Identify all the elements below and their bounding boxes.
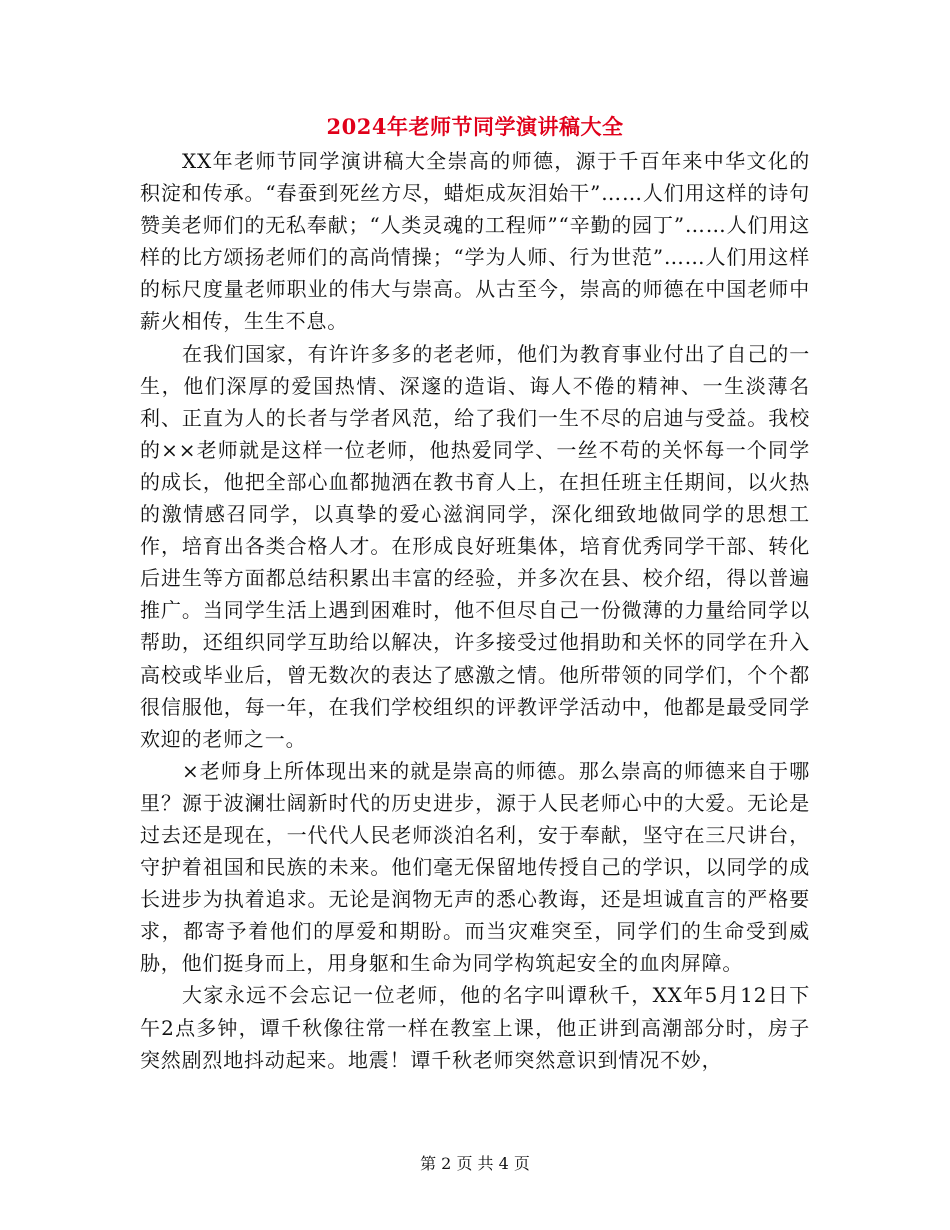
paragraph-3: ×老师身上所体现出来的就是崇高的师德。那么崇高的师德来自于哪里？源于波澜壮阔新时代的历史进步，源于人民老师心中的大爱。无论是过去还是现在，一代代人民老师淡泊名利，安于奉献，坚守在三尺讲台，守护着祖国和民族的未来。他们毫无保留地传授自己的学识，以同学的成长进步为执着追求。无论是润物无声的悉心教诲，还是坦诚直言的严格要求，都寄予着他们的厚爱和期盼。而当灾难突至，同学们的生命受到威胁，他们挺身而上，用身躯和生命为同学构筑起安全的血肉屏障。 <box>140 758 810 976</box>
paragraph-4: 大家永远不会忘记一位老师，他的名字叫谭秋千，XX年5月12日下午2点多钟，谭千秋像往常一样在教室上课，他正讲到高潮部分时，房子突然剧烈地抖动起来。地震！谭千秋老师突然意识到情况不妙， <box>140 983 810 1072</box>
page-number-footer: 第 2 页 共 4 页 <box>420 1154 530 1173</box>
paragraph-2: 在我们国家，有许许多多的老老师，他们为教育事业付出了自己的一生，他们深厚的爱国热情、深邃的造诣、诲人不倦的精神、一生淡薄名利、正直为人的长者与学者风范，给了我们一生不尽的启迪与受益。我校的××老师就是这样一位老师，他热爱同学、一丝不苟的关怀每一个同学的成长，他把全部心血都抛洒在教书育人上，在担任班主任期间，以火热的激情感召同学，以真挚的爱心滋润同学，深化细致地做同学的思想工作，培育出各类合格人才。在形成良好班集体，培育优秀同学干部、转化后进生等方面都总结积累出丰富的经验，并多次在县、校介绍，得以普遍推广。当同学生活上遇到困难时，他不但尽自己一份微薄的力量给同学以帮助，还组织同学互助给以解决，许多接受过他捐助和关怀的同学在升入高校或毕业后，曾无数次的表达了感激之情。他所带领的同学们，个个都很信服他，每一年，在我们学校组织的评教评学活动中，他都是最受同学欢迎的老师之一。 <box>140 341 810 751</box>
document-body <box>140 145 810 1076</box>
document-title: 2024年老师节同学演讲稿大全 <box>326 114 624 139</box>
paragraph-1: XX年老师节同学演讲稿大全崇高的师德，源于千百年来中华文化的积淀和传承。“春蚕到死丝方尽，蜡炬成灰泪始干”……人们用这样的诗句赞美老师们的无私奉献；“人类灵魂的工程师”“辛勤的园丁”……人们用这样的比方颂扬老师们的高尚情操；“学为人师、行为世范”……人们用这样的标尺度量老师职业的伟大与崇高。从古至今，崇高的师德在中国老师中薪火相传，生生不息。 <box>140 149 810 334</box>
